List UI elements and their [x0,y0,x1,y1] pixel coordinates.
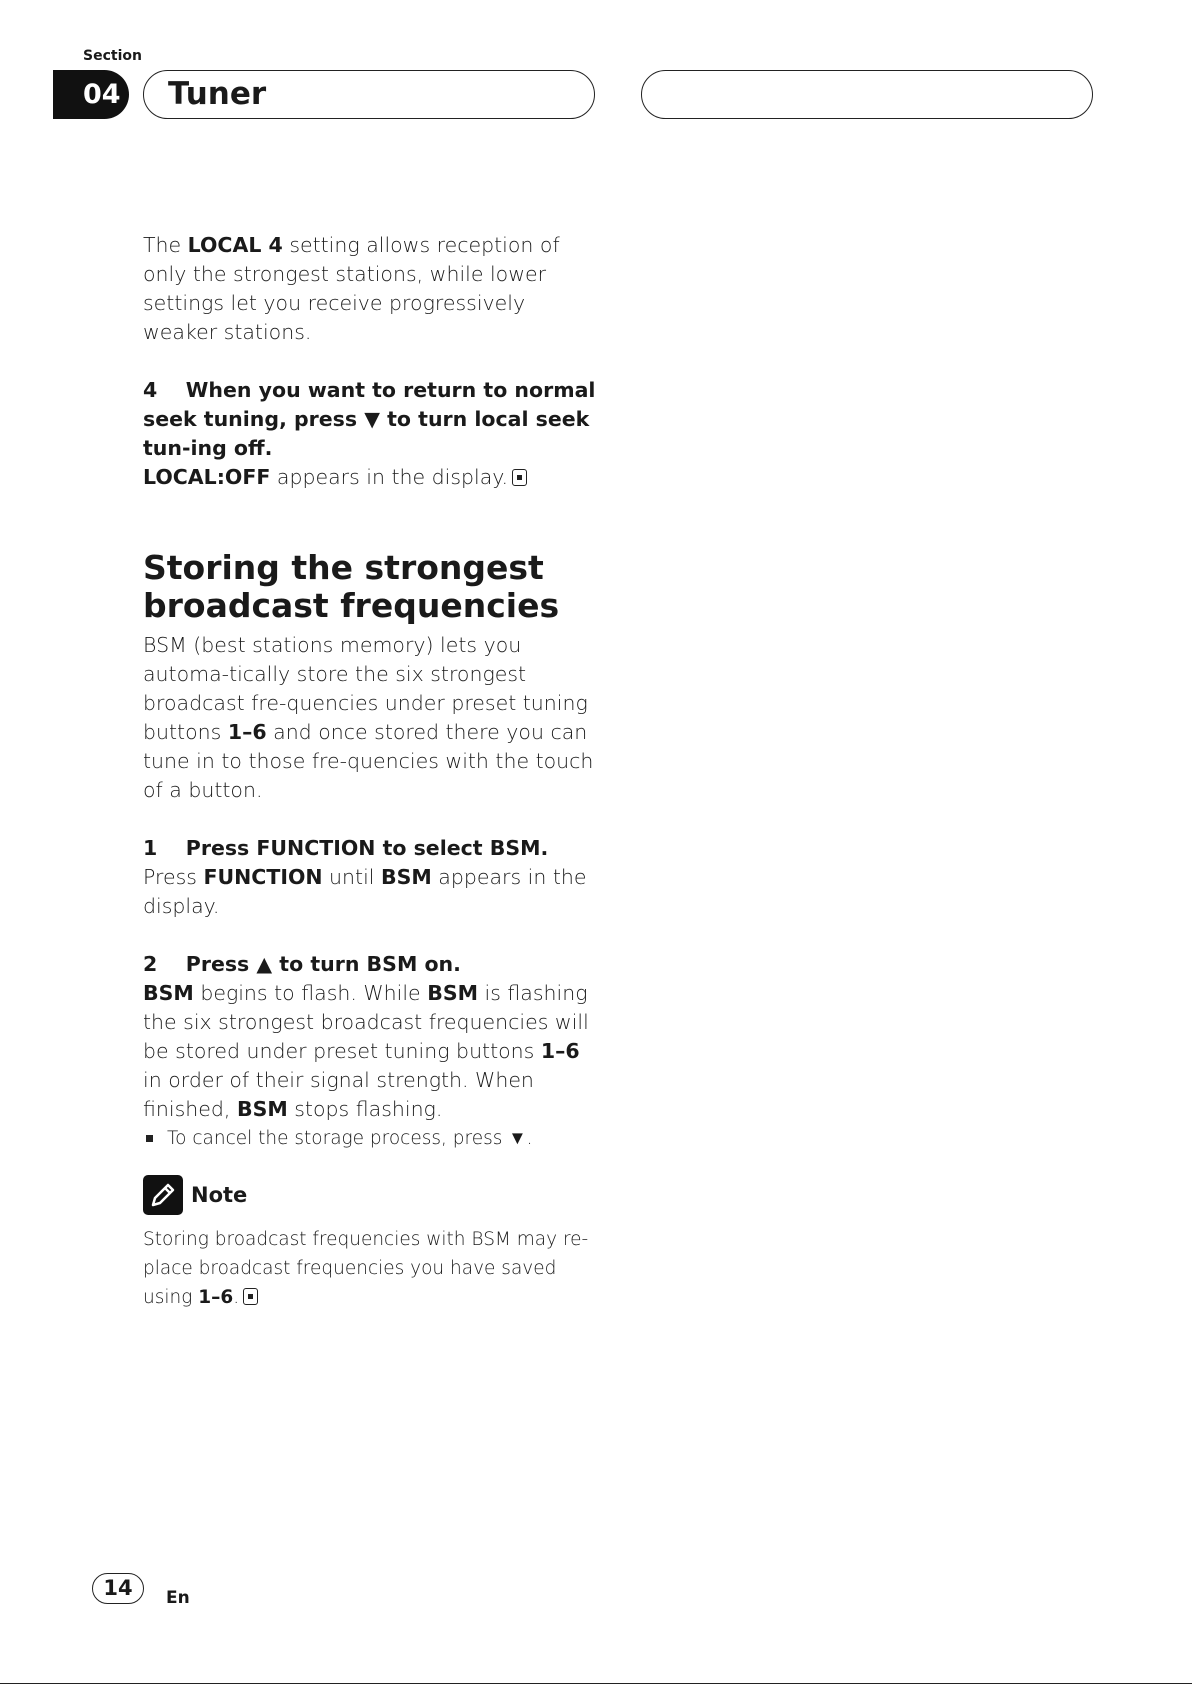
local-block [143,231,603,492]
step-1-heading: 1 Press FUNCTION to select BSM. [143,836,549,860]
note-header [143,1175,603,1215]
section-heading: Storing the strongest broadcast frequencies [143,548,560,625]
bsm-section [143,549,603,1312]
language-label: En [166,1588,190,1608]
step-1-body: Press FUNCTION until BSM appears in the display. [143,865,587,918]
step-4-heading: 4 When you want to return to normal seek tuning, press ▼ to turn local seek tun-ing off. [143,378,596,460]
section-number-badge: 04 [53,70,129,119]
bsm-intro: BSM (best stations memory) lets you automa-tically store the six strongest broadcast fre-quencies under preset tuning buttons 1–6 and once stored there you can tune in to those fre-quencies with the touch of a button. [143,633,594,802]
end-mark-icon [243,1288,258,1305]
note-label: Note [191,1183,248,1207]
local-intro: The LOCAL 4 setting allows reception of only the strongest stations, while lower settings let you receive progressively weaker stations. [143,233,560,344]
step-4-body: LOCAL:OFF appears in the display. [143,463,603,492]
step-2-heading: 2 Press ▲ to turn BSM on. [143,952,461,976]
section-title: Tuner [143,70,595,119]
bottom-rule [0,1683,1192,1684]
section-label: Section [83,48,142,64]
bullet-square-icon [146,1135,153,1142]
pencil-note-icon [143,1175,183,1215]
header-pill-right [641,70,1093,119]
bullet-item [143,1124,603,1153]
end-mark-icon [512,469,527,486]
step-2-body: BSM begins to flash. While BSM is flashing the six strongest broadcast frequencies will be stored under preset tuning buttons 1–6 in order of their signal strength. When finished, BSM stops flashing. [143,981,589,1121]
bullet-text: To cancel the storage process, press ▼. [167,1128,533,1149]
note-text: Storing broadcast frequencies with BSM may re-place broadcast frequencies you have saved using 1–6. [143,1229,589,1308]
page-number: 14 [92,1573,144,1604]
